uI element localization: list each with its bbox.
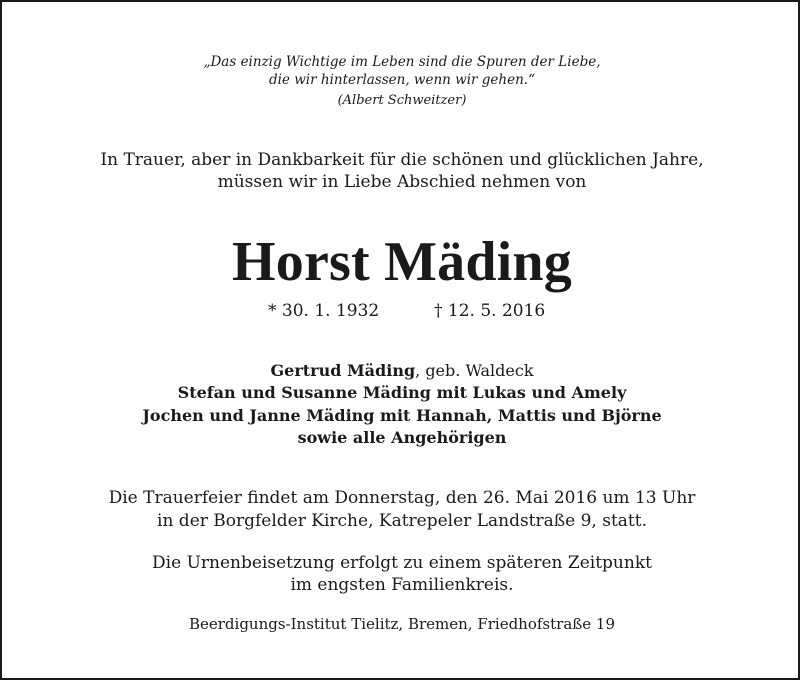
burial-line-2: im engsten Familienkreis. (290, 575, 514, 595)
intro-line-1: In Trauer, aber in Dankbarkeit für die schönen und glücklichen Jahre, (100, 150, 704, 170)
death-date: † 12. 5. 2016 (434, 301, 546, 321)
quote-line-1: „Das einzig Wichtige im Leben sind die Spuren der Liebe, (203, 54, 601, 70)
mourner-line-2: Stefan und Susanne Mäding mit Lukas und Amely (177, 383, 627, 402)
widow-maiden-name: , geb. Waldeck (415, 361, 534, 380)
burial-line-1: Die Urnenbeisetzung erfolgt zu einem späteren Zeitpunkt (152, 553, 652, 573)
mourner-line-3: Jochen und Janne Mäding mit Hannah, Mattis und Björne (142, 406, 662, 425)
quote-author: (Albert Schweitzer) (337, 93, 467, 108)
widow-name: Gertrud Mäding (270, 361, 416, 380)
quote-line-2: die wir hinterlassen, wenn wir gehen.“ (269, 72, 535, 88)
intro-line-2: müssen wir in Liebe Abschied nehmen von (217, 172, 587, 192)
mourner-line-4: sowie alle Angehörigen (297, 428, 507, 447)
funeral-line-2: in der Borgfelder Kirche, Katrepeler Landstraße 9, statt. (157, 511, 647, 531)
deceased-name: Horst Mäding (232, 231, 572, 293)
mourner-widow (2, 360, 800, 382)
birth-date: * 30. 1. 1932 (268, 301, 380, 321)
funeral-line-1: Die Trauerfeier findet am Donnerstag, den 26. Mai 2016 um 13 Uhr (108, 488, 696, 508)
funeral-institute: Beerdigungs-Institut Tielitz, Bremen, Friedhofstraße 19 (188, 615, 616, 633)
